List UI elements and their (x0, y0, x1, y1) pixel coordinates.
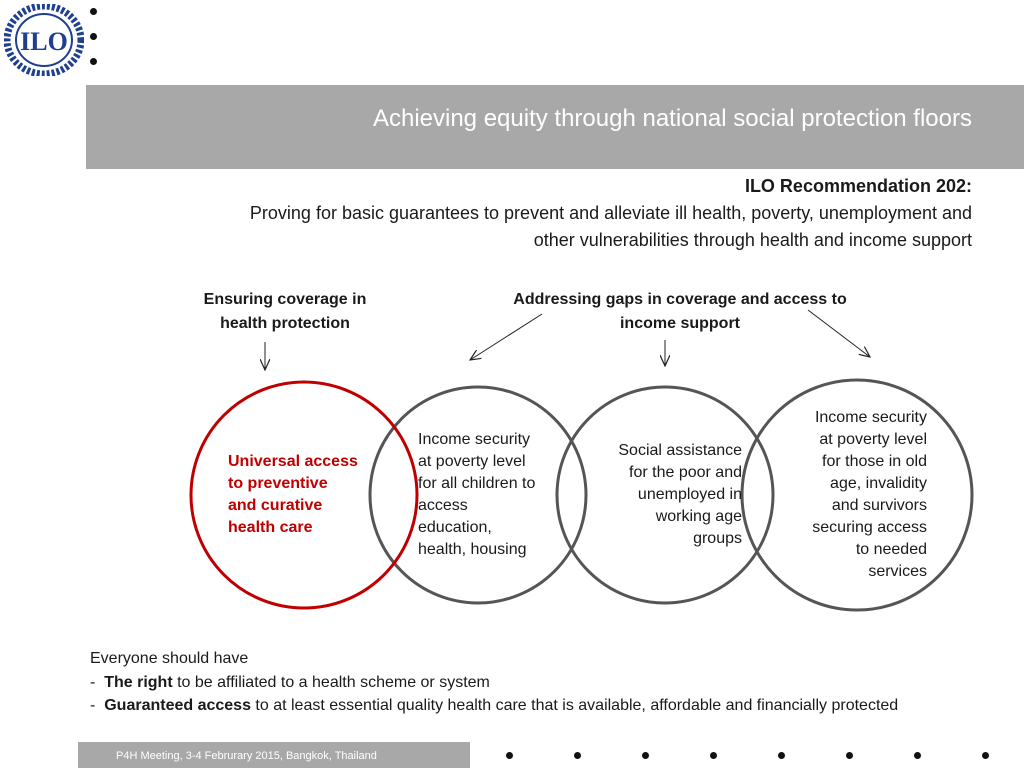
bottom-item1-bold: The right (104, 673, 173, 691)
circle3-line: working age (655, 508, 742, 525)
bottom-item-right: - The right to be affiliated to a health scheme or system (90, 673, 490, 691)
circle-text-health-care (228, 451, 378, 539)
circle2-line: health, housing (418, 541, 527, 558)
circle4-line: at poverty level (819, 431, 927, 448)
bottom-intro: Everyone should have (90, 650, 249, 667)
circle-text-children (418, 429, 568, 561)
bottom-item2-bold: Guaranteed access (104, 697, 251, 714)
circle2-line: at poverty level (418, 453, 526, 470)
bottom-item1-rest: to be affiliated to a health scheme or system (177, 673, 490, 691)
circle4-line: age, invalidity (830, 475, 927, 492)
circle4-line: Income security (814, 409, 927, 426)
circle4-line: to needed (855, 541, 927, 558)
circle3-line: for the poor and (629, 464, 742, 481)
circle4-line: and survivors (831, 497, 927, 514)
circle1-line: health care (228, 519, 313, 536)
label-right-line-1: Addressing gaps in coverage and access to (513, 291, 847, 308)
arrow-income-right (808, 310, 870, 357)
label-right-line-2: income support (619, 315, 740, 332)
footer-text: P4H Meeting, 3-4 Februrary 2015, Bangkok, Thailand (116, 750, 377, 762)
footer-dots (506, 752, 1006, 764)
circle2-line: access (418, 497, 468, 514)
logo-text: ILO (20, 27, 68, 56)
circle1-line: Universal access (228, 453, 358, 470)
circle4-line: securing access (812, 519, 927, 536)
circle1-line: to preventive (228, 475, 328, 492)
bottom-item-access: - Guaranteed access to at least essential quality health care that is available, affordable and financially protected (90, 697, 899, 714)
circle3-line: unemployed in (637, 486, 742, 503)
bottom-item2-rest: to at least essential quality health care that is available, affordable and financially protected (255, 697, 899, 714)
recommendation-line-2: other vulnerabilities through health and income support (533, 230, 972, 250)
recommendation-title: ILO Recommendation 202: (744, 176, 972, 196)
circle2-line: Income security (418, 431, 531, 448)
label-left-line-2: health protection (220, 315, 350, 332)
circle-text-social-assistance (596, 440, 742, 550)
circle2-line: education, (418, 519, 492, 536)
circle1-line: and curative (228, 497, 323, 514)
bottom-text (90, 647, 898, 718)
circle4-line: services (868, 563, 927, 580)
footer-bar (78, 742, 470, 768)
arrow-income-left (470, 314, 542, 360)
circle2-line: for all children to (418, 475, 536, 492)
circle3-line: Social assistance (618, 442, 742, 459)
circle-text-old-age (780, 407, 927, 583)
page-title: Achieving equity through national social protection floors (372, 105, 972, 132)
circle4-line: for those in old (822, 453, 927, 470)
label-left-line-1: Ensuring coverage in (203, 291, 367, 308)
circle3-line: groups (693, 530, 742, 547)
recommendation-line-1: Proving for basic guarantees to prevent and alleviate ill health, poverty, unemployment and (249, 203, 972, 223)
